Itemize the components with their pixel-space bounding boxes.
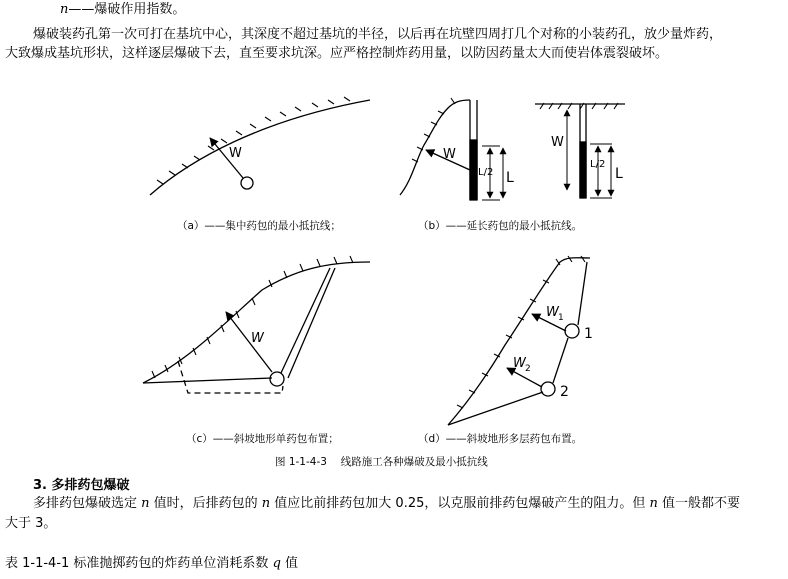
hatch-a [157,97,350,184]
l-half-label-b2: L/2 [590,159,606,170]
caption-c: （c）——斜坡地形单药包布置； [186,433,339,445]
diagram-b-right [535,103,625,198]
charge-d2 [541,382,555,396]
charge-d1 [565,324,579,338]
caption-a: （a）——集中药包的最小抵抗线； [177,220,341,232]
charge-a [241,177,253,189]
l-label-b2: L [615,166,623,182]
l-label-b: L [506,170,514,186]
section-heading: 3. 多排药包爆破 [33,478,130,493]
caption-b: （b）——延长药包的最小抵抗线。 [418,220,583,232]
diagram-a [150,97,370,195]
w1-label-d: W [546,305,559,320]
section-line-2: 大于 3。 [5,516,57,531]
section-line-1: 多排药包爆破选定 n 值时，后排药包的 n 值应比前排药包加大 0.25，以克服前排药包爆破产生的阻力。但 n 值一般都不要 [33,496,741,511]
paragraph-line-1: 爆破装药孔第一次可打在基坑中心，其深度不超过基坑的半径，以后再在坑壁四周打几个对称的小装药孔，放少量炸药， [33,27,723,42]
charge-b [470,140,477,200]
ground-surface-a [150,100,370,195]
charge-1-label: 1 [584,326,593,342]
slope-b [400,100,470,195]
w-label-b2: W [551,135,564,150]
w-line-c [226,312,272,372]
figure-title: 图 1-1-4-3 线路施工各种爆破及最小抵抗线 [275,456,488,468]
charge-2-label: 2 [560,384,569,400]
n-variable: n [60,2,69,17]
paragraph-line-2: 大致爆成基坑形状，这样逐层爆破下去，直至要求坑深。应严格控制炸药用量，以防因药量太大而使岩体震裂破坏。 [5,46,669,61]
w-label-a: W [229,146,242,161]
l-half-label-b: L/2 [478,167,494,178]
n-definition-text: ——爆破作用指数。 [68,2,186,17]
w2-sub-d: 2 [525,364,531,374]
charge-b2 [580,142,586,198]
w-label-c: W [251,331,264,346]
charge-c [270,372,284,386]
w-label-b: W [443,147,456,162]
caption-d: （d）——斜坡地形多层药包布置。 [418,433,583,445]
table-title: 表 1-1-4-1 标准抛掷药包的炸药单位消耗系数 q 值 [5,556,299,571]
w1-sub-d: 1 [558,313,564,323]
slope-c [143,262,370,383]
w2-label-d: W [513,356,526,371]
diagram-c [143,256,370,393]
